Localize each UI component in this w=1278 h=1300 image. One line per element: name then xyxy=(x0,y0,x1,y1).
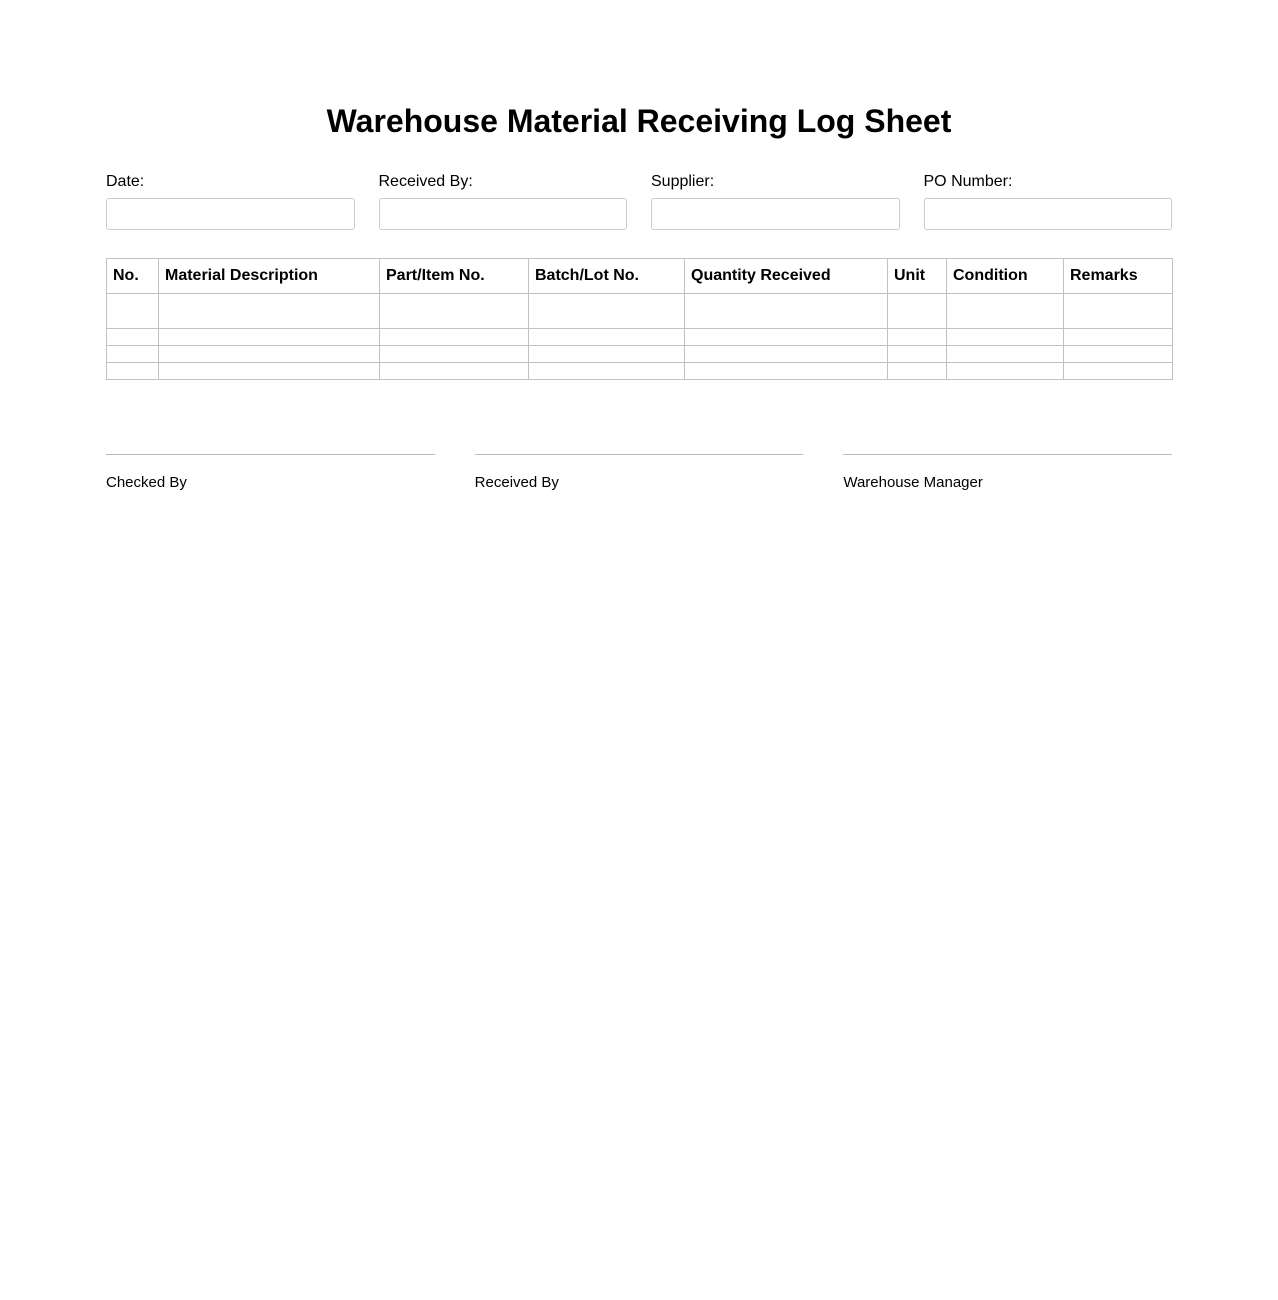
table-cell[interactable] xyxy=(159,329,380,346)
supplier-input[interactable] xyxy=(651,198,900,230)
header-remarks: Remarks xyxy=(1064,259,1173,294)
table-row xyxy=(107,329,1173,346)
page-title: Warehouse Material Receiving Log Sheet xyxy=(326,103,952,139)
date-field-group xyxy=(106,173,355,230)
table-cell[interactable] xyxy=(1064,294,1173,329)
po-number-field-group xyxy=(924,173,1173,230)
received-by-input[interactable] xyxy=(379,198,628,230)
date-input[interactable] xyxy=(106,198,355,230)
table-cell[interactable] xyxy=(1064,329,1173,346)
signature-checked-by: Checked By xyxy=(106,454,435,491)
table-cell[interactable] xyxy=(107,346,159,363)
header-quantity-received: Quantity Received xyxy=(685,259,888,294)
header-batch-lot-no: Batch/Lot No. xyxy=(529,259,685,294)
table-cell[interactable] xyxy=(159,363,380,380)
header-condition: Condition xyxy=(947,259,1064,294)
supplier-label: Supplier: xyxy=(651,173,715,190)
supplier-field-group xyxy=(651,173,900,230)
table-cell[interactable] xyxy=(107,329,159,346)
table-cell[interactable] xyxy=(529,294,685,329)
table-cell[interactable] xyxy=(380,363,529,380)
table-cell[interactable] xyxy=(888,363,947,380)
table-cell[interactable] xyxy=(529,363,685,380)
date-label: Date: xyxy=(106,173,145,190)
table-cell[interactable] xyxy=(380,346,529,363)
table-row xyxy=(107,363,1173,380)
header-material-description: Material Description xyxy=(159,259,380,294)
table-cell[interactable] xyxy=(380,294,529,329)
receiving-log-table xyxy=(106,258,1173,380)
table-cell[interactable] xyxy=(888,329,947,346)
table-cell[interactable] xyxy=(107,294,159,329)
table-cell[interactable] xyxy=(685,346,888,363)
table-cell[interactable] xyxy=(159,346,380,363)
table-header-row xyxy=(107,259,1173,294)
table-row xyxy=(107,346,1173,363)
table-cell[interactable] xyxy=(1064,363,1173,380)
table-cell[interactable] xyxy=(159,294,380,329)
header-part-item-no: Part/Item No. xyxy=(380,259,529,294)
signature-received-by: Received By xyxy=(475,454,804,491)
table-cell[interactable] xyxy=(947,363,1064,380)
header-fields xyxy=(106,173,1172,230)
signature-warehouse-manager: Warehouse Manager xyxy=(843,454,1172,491)
table-cell[interactable] xyxy=(947,329,1064,346)
received-by-field-group xyxy=(379,173,628,230)
po-number-input[interactable] xyxy=(924,198,1173,230)
table-cell[interactable] xyxy=(529,346,685,363)
table-cell[interactable] xyxy=(947,294,1064,329)
po-number-label: PO Number: xyxy=(923,173,1013,190)
table-row xyxy=(107,294,1173,329)
table-cell[interactable] xyxy=(685,294,888,329)
table-cell[interactable] xyxy=(1064,346,1173,363)
header-unit: Unit xyxy=(888,259,947,294)
header-no: No. xyxy=(107,259,159,294)
signature-section xyxy=(106,454,1172,491)
table-cell[interactable] xyxy=(888,346,947,363)
table-cell[interactable] xyxy=(529,329,685,346)
table-cell[interactable] xyxy=(947,346,1064,363)
table-cell[interactable] xyxy=(685,329,888,346)
table-cell[interactable] xyxy=(380,329,529,346)
table-cell[interactable] xyxy=(685,363,888,380)
table-cell[interactable] xyxy=(107,363,159,380)
received-by-label: Received By: xyxy=(378,173,473,190)
table-cell[interactable] xyxy=(888,294,947,329)
